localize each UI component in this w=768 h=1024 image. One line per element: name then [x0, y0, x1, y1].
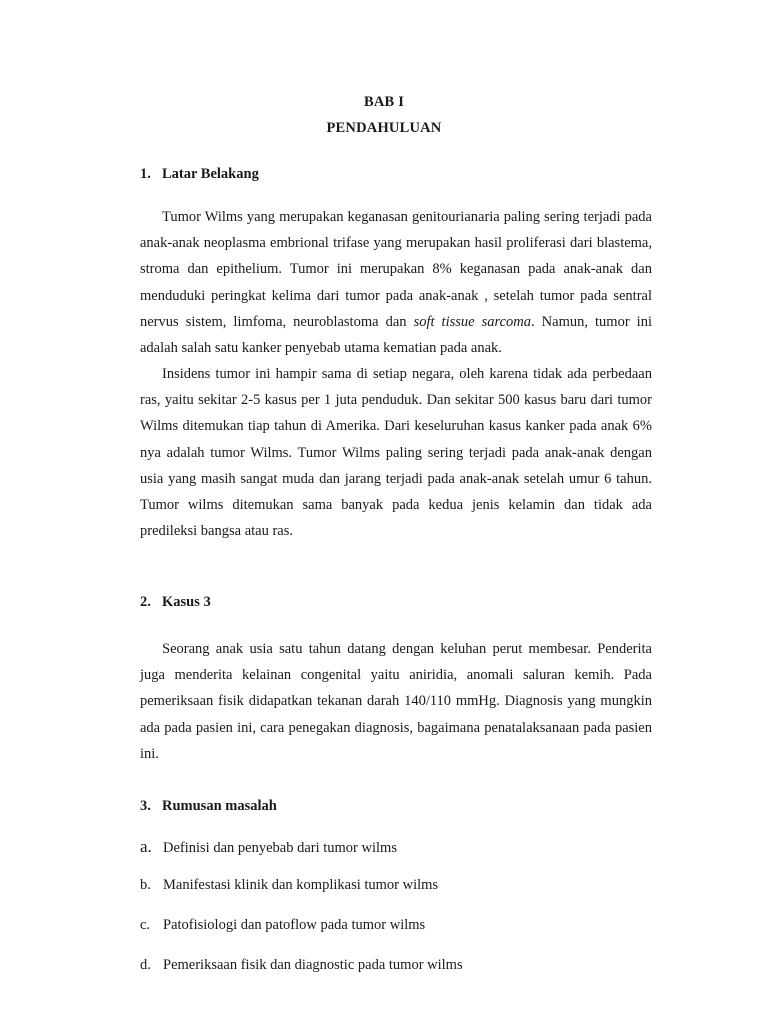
- chapter-title: PENDAHULUAN: [326, 120, 442, 136]
- list-item: [140, 917, 425, 934]
- list-item-text: Definisi dan penyebab dari tumor wilms: [163, 840, 397, 856]
- paragraph-latar-belakang-1: [140, 204, 652, 361]
- paragraph-kasus: Seorang anak usia satu tahun datang dengan keluhan perut membesar. Penderita juga menderita kelainan congenital yaitu aniridia, anomali saluran kemih. Pada pemeriksaan fisik didapatkan tekanan darah 140/110 mmHg. Diagnosis yang mungkin ada pada pasien ini, cara penegakan diagnosis, bagaimana penatalaksanaan pada pasien ini.: [140, 641, 652, 762]
- section-title: Rumusan masalah: [162, 798, 277, 814]
- list-marker: b.: [140, 877, 151, 893]
- list-item: [140, 877, 438, 894]
- list-item: [140, 837, 397, 857]
- list-item-text: Manifestasi klinik dan komplikasi tumor wilms: [163, 877, 439, 893]
- section-title: Latar Belakang: [162, 166, 259, 182]
- list-marker: d.: [140, 957, 151, 973]
- list-item: [140, 957, 463, 974]
- list-marker: c.: [140, 917, 151, 933]
- paragraph-latar-belakang-2: Insidens tumor ini hampir sama di setiap negara, oleh karena tidak ada perbedaan ras, yaitu sekitar 2-5 kasus per 1 juta penduduk. Dan sekitar 500 kasus baru dari tumor Wilms ditemukan tiap tahun di Amerika. Dari keseluruhan kasus kanker pada anak 6% nya adalah tumor Wilms. Tumor Wilms paling sering terjadi pada anak-anak dengan usia yang masih sangat muda dan jarang terjadi pada anak-anak setelah umur 6 tahun. Tumor wilms ditemukan sama banyak pada kedua jenis kelamin dan tidak ada predileksi bangsa atau ras.: [140, 366, 652, 540]
- list-item-text: Pemeriksaan fisik dan diagnostic pada tumor wilms: [163, 957, 463, 973]
- section-number: 3.: [140, 798, 151, 814]
- section-number: 2.: [140, 594, 151, 610]
- bab-label: BAB I: [363, 94, 405, 110]
- section-title: Kasus 3: [162, 594, 211, 610]
- paragraph-text-end: . Namun, tumor ini adalah salah satu kanker penyebab utama kematian pada anak.: [140, 313, 652, 357]
- paragraph-text: Tumor Wilms yang merupakan keganasan genitourianaria paling sering terjadi pada anak-anak neoplasma embrional trifase yang merupakan hasil proliferasi dari blastema, stroma dan epithelium. Tumor ini merupakan 8% keganasan pada anak-anak dan menduduki peringkat kelima dari tumor pada anak-anak , setelah tumor pada sentral nervus sistem, limfoma, neuroblastoma dan: [140, 209, 652, 330]
- section-number: 1.: [140, 166, 151, 182]
- list-item-text: Patofisiologi dan patoflow pada tumor wilms: [163, 917, 426, 933]
- italic-term: soft tissue sarcoma: [413, 313, 532, 330]
- list-marker: a.: [140, 837, 152, 856]
- section-heading-latar-belakang: [140, 166, 259, 183]
- section-heading-rumusan-masalah: [140, 798, 277, 815]
- section-heading-kasus: [140, 594, 211, 611]
